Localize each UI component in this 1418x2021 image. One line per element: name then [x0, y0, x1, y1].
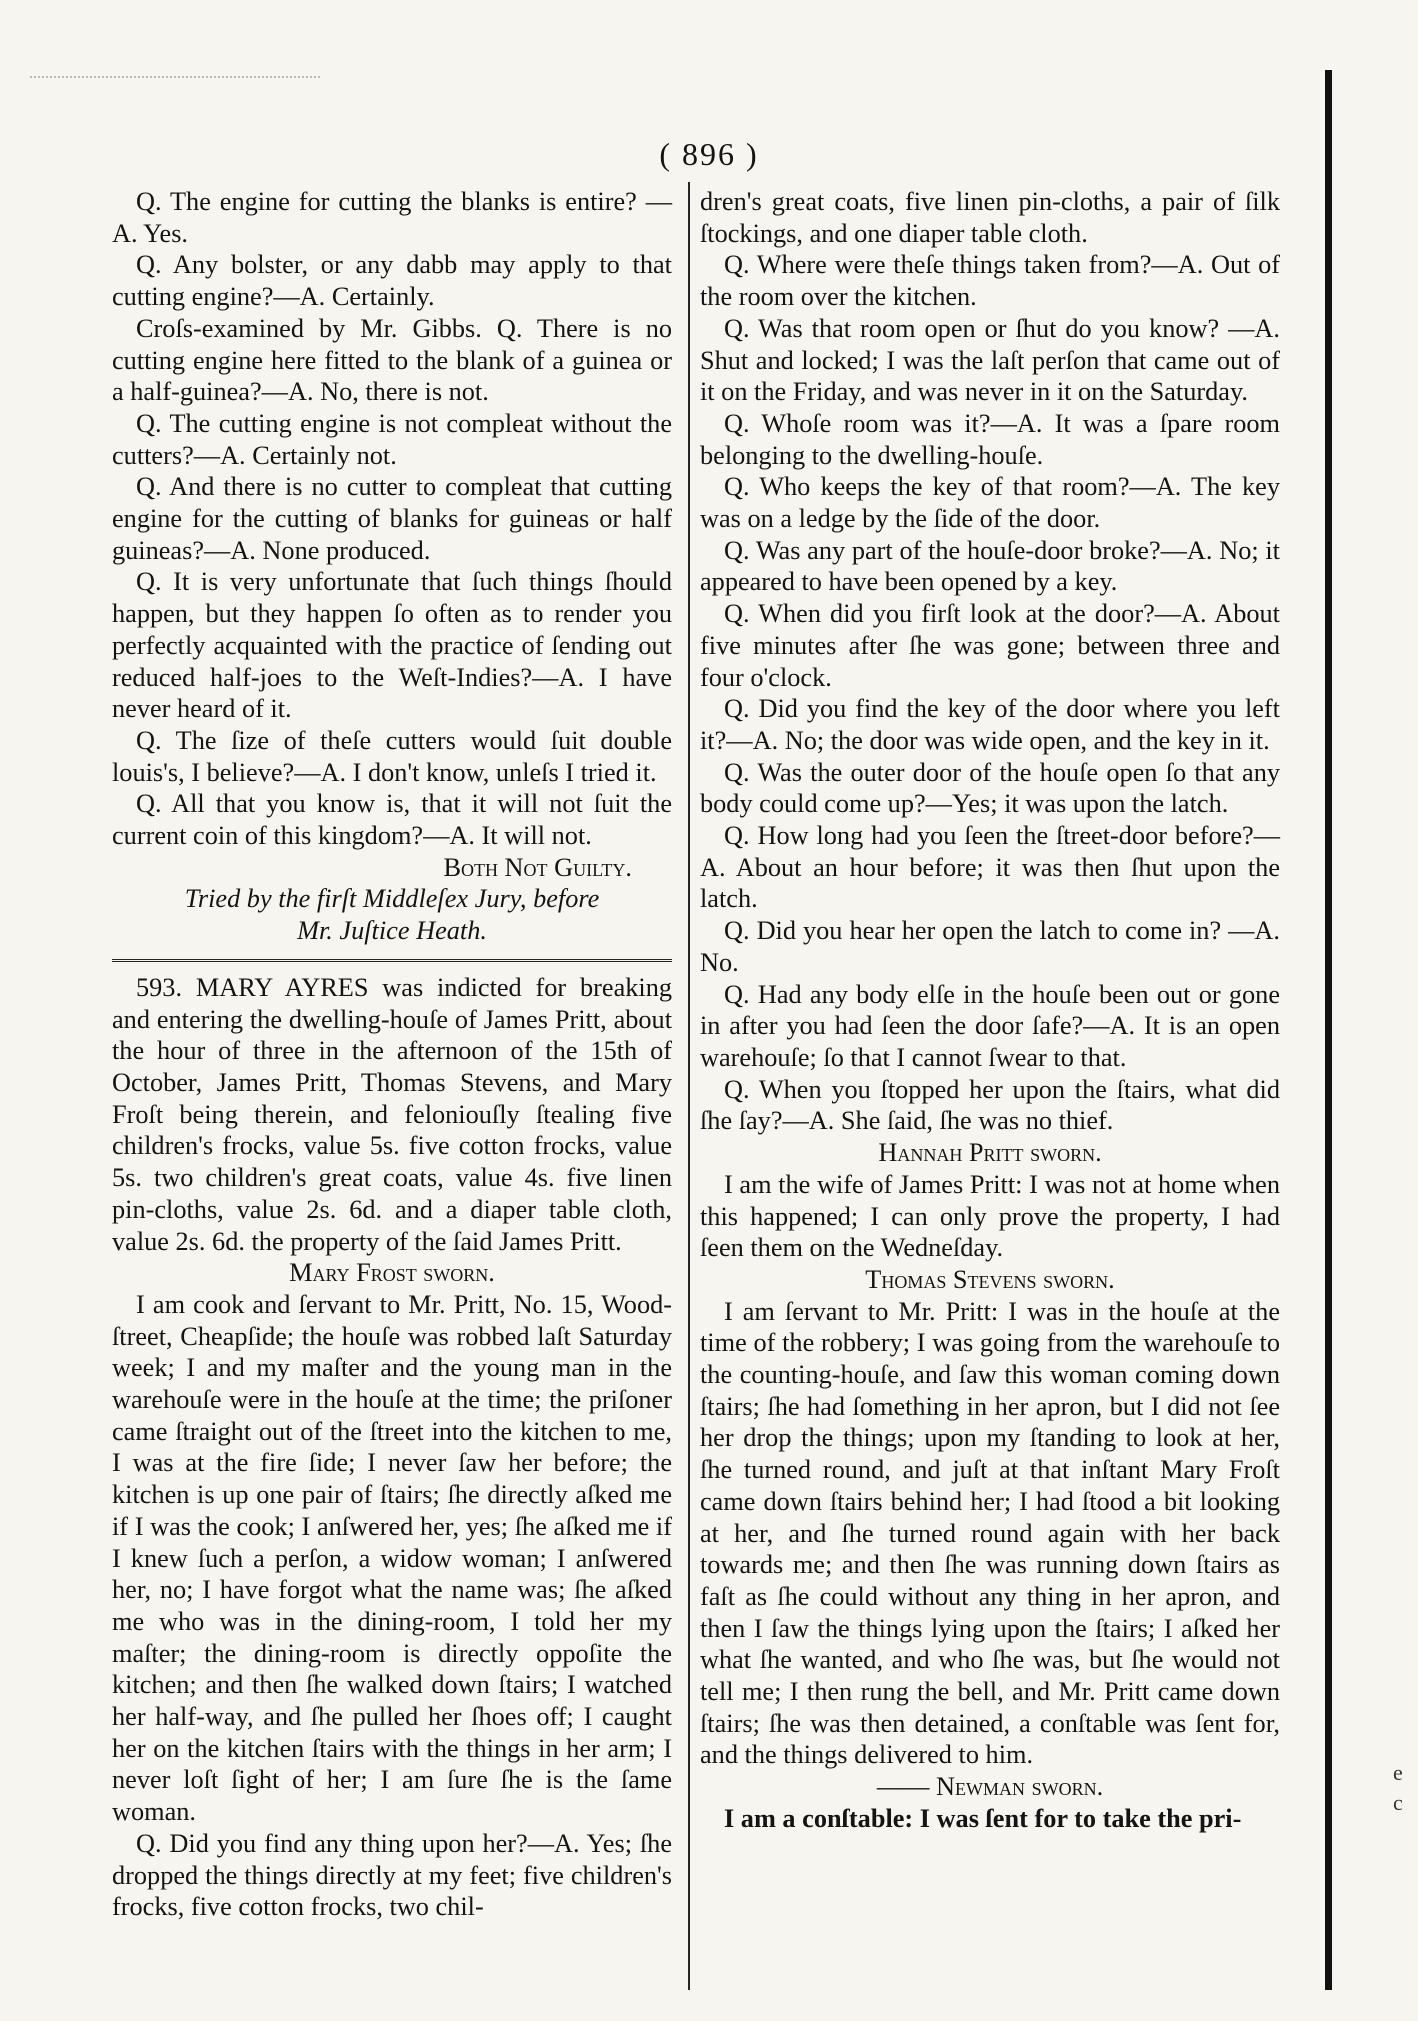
question-paragraph: Q. When did you firſt look at the door?—A. About five minutes after ſhe was gone; between three and four o'clock. — [700, 599, 1280, 692]
margin-mark: e — [1393, 1760, 1403, 1785]
question-paragraph: Q. Was any part of the houſe-door broke?—A. No; it appeared to have been opened by a key. — [700, 535, 1280, 597]
question-paragraph: Q. And there is no cutter to compleat that cutting engine for the cutting of blanks for guineas or half guineas?—A. None produced. — [112, 472, 672, 565]
question-paragraph: Q. Was that room open or ſhut do you know? —A. Shut and locked; I was the laſt perſon that came out of it on the Friday, and was never in it on the Saturday. — [700, 313, 1280, 407]
question-paragraph: Q. Had any body elſe in the houſe been out or gone in after you had ſeen the door ſafe?—A. It is an open warehouſe; ſo that I cannot ſwear to that. — [700, 979, 1280, 1072]
page-edge-bar — [1325, 70, 1332, 1990]
question-paragraph: Q. Where were theſe things taken from?—A. Out of the room over the kitchen. — [700, 250, 1280, 312]
question-paragraph: Q. Did you find the key of the door where you left it?—A. No; the door was wide open, and the key in it. — [700, 694, 1280, 755]
cross-examination-paragraph: Croſs-examined by Mr. Gibbs. Q. There is no cutting engine here fitted to the blank of a guinea or a half-guinea?—A. No, there is not. — [112, 313, 672, 407]
testimony-paragraph: I am the wife of James Pritt: I was not at home when this happened; I can only prove the property, I had ſeen them on the Wedneſday. — [700, 1169, 1280, 1263]
continued-paragraph: dren's great coats, five linen pin-cloths, a pair of ſilk ſtockings, and one diaper table cloth. — [700, 187, 1280, 248]
question-paragraph: Q. All that you know is, that it will not ſuit the current coin of this kingdom?—A. It will not. — [112, 789, 672, 851]
question-paragraph: Q. Did you hear her open the latch to come in? —A. No. — [700, 916, 1280, 977]
question-paragraph: Q. It is very unfortunate that ſuch things ſhould happen, but they happen ſo often as to render you perfectly acquainted with the practice of ſending out reduced half-joes to the Weſt-Indies?—A. I have never heard of it. — [112, 567, 672, 724]
question-paragraph: Q. Did you find any thing upon her?—A. Yes; ſhe dropped the things directly at my feet; five children's frocks, five cotton frocks, two chil- — [112, 1828, 672, 1922]
page-number: ( 896 ) — [659, 136, 759, 172]
verdict: Both Not Guilty. — [443, 852, 632, 882]
left-column — [112, 186, 672, 1923]
witness-heading: Mary Froſt ſworn. — [289, 1258, 495, 1288]
testimony-paragraph: I am cook and ſervant to Mr. Pritt, No. 15, Wood-ſtreet, Cheapſide; the houſe was robbed laſt Saturday week; I and my maſter and the young man in the warehouſe were in the houſe at the time; the priſoner came ſtraight out of the ſtreet into the kitchen to me, I was at the fire ſide; I never ſaw her before; the kitchen is up one pair of ſtairs; ſhe directly aſked me if I was the cook; I anſwered her, yes; ſhe aſked me if I knew ſuch a perſon, a widow woman; I anſwered her, no; I have forgot what the name was; ſhe aſked me who was in the dining-room, I told her my maſter; the dining-room is directly oppoſite the kitchen; and then ſhe walked down ſtairs; I watched her half-way, and ſhe pulled her ſhoes off; I caught her on the kitchen ſtairs with the things in her arm; I never loſt ſight of her; I am ſure ſhe is the ſame woman. — [112, 1289, 672, 1827]
indictment-paragraph: 593. MARY AYRES was indicted for breaking and entering the dwelling-houſe of James Pritt, about the hour of three in the afternoon of the 15th of October, James Pritt, Thomas Stevens, and Mary Froſt being therein, and feloniouſly ſtealing five children's frocks, value 5s. five cotton frocks, value 5s. two children's great coats, value 4s. five linen pin-cloths, value 2s. 6d. and a diaper table cloth, value 2s. 6d. the property of the ſaid James Pritt. — [112, 972, 672, 1256]
question-paragraph: Q. Any bolster, or any dabb may apply to that cutting engine?—A. Certainly. — [112, 250, 672, 312]
witness-heading: Thomas Stevens ſworn. — [865, 1264, 1115, 1294]
question-paragraph: Q. When you ſtopped her upon the ſtairs, what did ſhe ſay?—A. She ſaid, ſhe was no thief. — [700, 1074, 1280, 1136]
case-divider — [112, 959, 672, 962]
question-paragraph: Q. Was the outer door of the houſe open ſo that any body could come up?—Yes; it was upon the latch. — [700, 757, 1280, 819]
witness-heading: Hannah Pritt ſworn. — [878, 1138, 1102, 1168]
column-divider — [688, 182, 690, 1990]
question-paragraph: Q. Who keeps the key of that room?—A. The key was on a ledge by the ſide of the door. — [700, 472, 1280, 534]
question-paragraph: Q. The engine for cutting the blanks is entire? —A. Yes. — [112, 187, 672, 248]
judge-line: Mr. Juſtice Heath. — [297, 916, 487, 946]
question-paragraph: Q. How long had you ſeen the ſtreet-door before?—A. About an hour before; it was then ſhut upon the latch. — [700, 821, 1280, 914]
right-column — [700, 186, 1280, 1835]
question-paragraph: Q. The cutting engine is not compleat without the cutters?—A. Certainly not. — [112, 408, 672, 470]
margin-mark: c — [1393, 1790, 1403, 1815]
question-paragraph: Q. Whoſe room was it?—A. It was a ſpare room belonging to the dwelling-houſe. — [700, 408, 1280, 470]
tried-line: Tried by the firſt Middleſex Jury, before — [184, 884, 600, 914]
question-paragraph: Q. The ſize of theſe cutters would ſuit double louis's, I believe?—A. I don't know, unleſs I tried it. — [112, 725, 672, 787]
scan-speckle — [30, 76, 320, 86]
testimony-paragraph: I am ſervant to Mr. Pritt: I was in the houſe at the time of the robbery; I was going from the warehouſe to the counting-houſe, and ſaw this woman coming down ſtairs; ſhe had ſomething in her apron, but I did not ſee her drop the things; upon my ſtanding to look at her, ſhe turned round, and juſt at that inſtant Mary Froſt came down ſtairs behind her; I had ſtood a bit looking at her, and ſhe turned round again with her back towards me; and then ſhe was running down ſtairs as faſt as ſhe could without any thing in her apron, and then I ſaw the things lying upon the ſtairs; I aſked her what ſhe wanted, and who ſhe was, but ſhe would not tell me; I then rung the bell, and Mr. Pritt came down ſtairs; ſhe was then detained, a conſtable was ſent for, and the things delivered to him. — [700, 1296, 1280, 1770]
testimony-paragraph: I am a conſtable: I was ſent for to take the pri- — [724, 1803, 1242, 1833]
witness-heading: —— Newman ſworn. — [876, 1772, 1104, 1802]
